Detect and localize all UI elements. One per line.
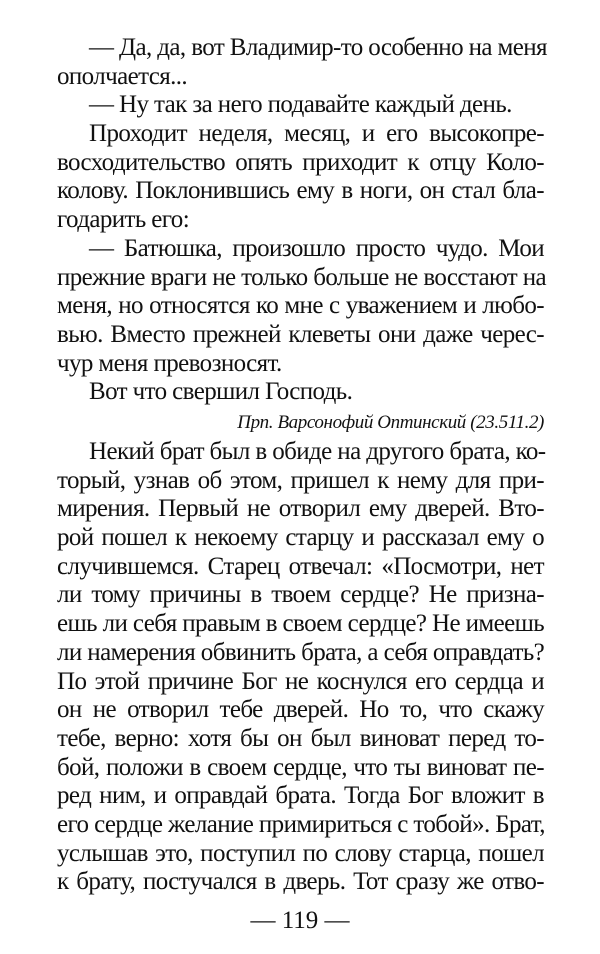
text-line: ополчается... bbox=[57, 62, 188, 90]
text-line: годарить его: bbox=[57, 206, 190, 234]
text-line: мирения. Первый не отворил ему дверей. Вто- bbox=[57, 495, 544, 523]
text-line: он не отворил тебе дверей. Но то, что скажу bbox=[57, 696, 544, 724]
text-line: прежние враги не только больше не восстают на bbox=[57, 263, 546, 291]
paragraph bbox=[57, 120, 544, 235]
text-block-top bbox=[57, 34, 547, 439]
attribution: Прп. Варсонофий Оптинский (23.511.2) bbox=[237, 411, 544, 433]
text-line: восходительство опять приходит к отцу Коло- bbox=[57, 148, 544, 176]
text-line: ешь ли себя правым в своем сердце? Не имеешь bbox=[57, 610, 545, 638]
text-block-bottom bbox=[57, 438, 544, 897]
text-line: колову. Поклонившись ему в ноги, он стал бла- bbox=[57, 177, 544, 205]
paragraph bbox=[57, 34, 547, 91]
text-line: бой, положи в своем сердце, что ты виноват пе- bbox=[57, 753, 544, 781]
text-line: — Батюшка, произошло просто чудо. Мои bbox=[89, 234, 544, 262]
text-line: его сердце желание примириться с тобой». Брат, bbox=[57, 810, 545, 838]
text-line: рой пошел к некоему старцу и рассказал ему о bbox=[57, 524, 544, 552]
text-line: вью. Вместо прежней клеветы они даже черес- bbox=[57, 320, 544, 348]
page-number: — 119 — bbox=[250, 907, 350, 934]
text-line: ред ним, и оправдай брата. Тогда Бог вложит в bbox=[57, 782, 544, 810]
text-line: случившемся. Старец отвечал: «Посмотри, нет bbox=[57, 552, 544, 580]
text-line: ли намерения обвинить брата, а себя оправдать? bbox=[57, 638, 545, 666]
text-line: ли тому причины в твоем сердце? Не призна- bbox=[57, 581, 544, 609]
text-line: тебе, верно: хотя бы он был виноват перед то- bbox=[57, 724, 544, 752]
text-line: чур меня превозносят. bbox=[57, 349, 282, 377]
paragraph bbox=[57, 91, 544, 120]
text-line: По этой причине Бог не коснулся его сердца и bbox=[57, 667, 544, 695]
paragraph bbox=[57, 438, 544, 897]
text-line: Вот что свершил Господь. bbox=[89, 378, 353, 406]
paragraph bbox=[57, 378, 544, 407]
text-line: — Да, да, вот Владимир-то особенно на меня bbox=[89, 34, 547, 61]
text-line: торый, узнав об этом, пришел к нему для при- bbox=[57, 466, 544, 494]
text-line: — Ну так за него подавайте каждый день. bbox=[89, 91, 512, 119]
text-line: Некий брат был в обиде на другого брата, ко- bbox=[89, 438, 546, 465]
text-line: меня, но относятся ко мне с уважением и любо- bbox=[57, 292, 544, 320]
paragraph bbox=[57, 235, 544, 378]
text-line: Проходит неделя, месяц, и его высокопре- bbox=[89, 120, 544, 148]
text-line: услышав это, поступил по слову старца, пошел bbox=[57, 839, 544, 867]
text-line: к брату, постучался в дверь. Тот сразу же отво- bbox=[57, 868, 544, 896]
